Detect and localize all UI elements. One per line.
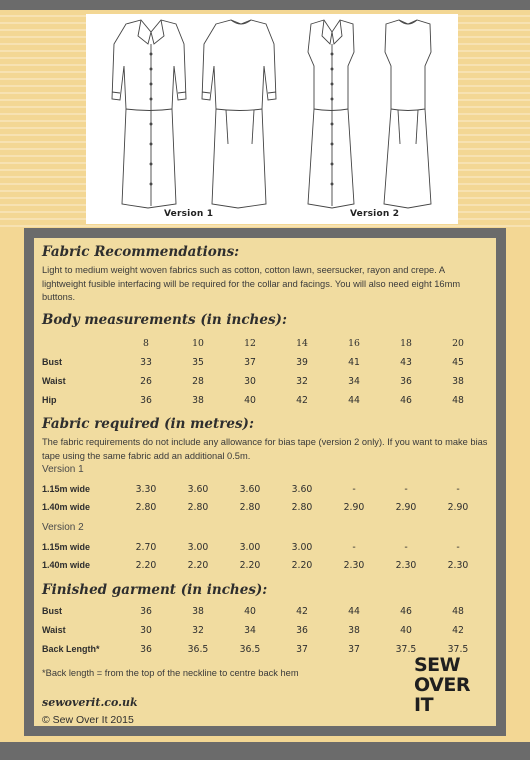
version-1-label: Version 1	[164, 209, 214, 219]
finished-waist-row	[34, 625, 496, 639]
table-cell: 37	[348, 644, 360, 655]
table-cell: -	[352, 484, 356, 495]
table-cell: -	[404, 542, 408, 553]
sew-over-it-logo	[414, 656, 470, 716]
table-cell: 30	[140, 625, 152, 636]
table-cell: 2.90	[395, 502, 417, 513]
fabric-recommendations-heading: Fabric Recommendations:	[42, 244, 240, 260]
table-cell: 37.5	[395, 644, 417, 655]
table-cell: 36	[400, 376, 412, 387]
table-cell: 3.00	[239, 542, 261, 553]
size-header: 10	[192, 338, 204, 349]
dress-v2-front-drawing	[308, 20, 354, 208]
table-cell: 36	[296, 625, 308, 636]
row-label: Waist	[42, 376, 66, 386]
v2-115-row	[34, 542, 496, 556]
row-label: Waist	[42, 625, 66, 635]
table-cell: 35	[192, 357, 204, 368]
table-cell: 2.90	[447, 502, 469, 513]
table-cell: 37.5	[447, 644, 469, 655]
table-cell: 3.60	[291, 484, 313, 495]
table-cell: 33	[140, 357, 152, 368]
table-cell: 41	[348, 357, 360, 368]
table-cell: 2.80	[239, 502, 261, 513]
fabric-required-heading: Fabric required (in metres):	[42, 416, 254, 432]
size-header: 12	[244, 338, 256, 349]
v1-115-row	[34, 484, 496, 498]
table-cell: 32	[192, 625, 204, 636]
table-cell: 40	[244, 395, 256, 406]
table-cell: 42	[452, 625, 464, 636]
table-cell: 32	[296, 376, 308, 387]
table-cell: 3.30	[135, 484, 157, 495]
logo-line: OVER	[414, 674, 470, 696]
body-bust-row	[34, 357, 496, 371]
finished-garment-heading: Finished garment (in inches):	[42, 582, 268, 598]
table-cell: 2.80	[187, 502, 209, 513]
table-cell: 2.30	[447, 560, 469, 571]
table-cell: 3.60	[239, 484, 261, 495]
table-cell: 26	[140, 376, 152, 387]
body-sizes-header-row	[34, 338, 496, 352]
table-cell: 34	[244, 625, 256, 636]
table-cell: 44	[348, 395, 360, 406]
table-cell: 3.60	[187, 484, 209, 495]
table-cell: 2.80	[291, 502, 313, 513]
row-label: 1.40m wide	[42, 502, 91, 512]
info-panel	[24, 228, 506, 736]
table-cell: 38	[452, 376, 464, 387]
table-cell: 2.20	[187, 560, 209, 571]
fabric-recommendations-text: Light to medium weight woven fabrics such as cotton, cotton lawn, seersucker, rayon and crepe. A lightweight fusible interfacing will be required for the collar and facings. You will also need eight 16mm buttons.	[42, 265, 461, 302]
size-header: 16	[348, 338, 360, 349]
row-label: Back Length*	[42, 644, 100, 654]
table-cell: 37	[244, 357, 256, 368]
v1-140-row	[34, 502, 496, 516]
version-2-subheading: Version 2	[42, 522, 84, 533]
fabric-required-text: The fabric requirements do not include any allowance for bias tape (version 2 only). If you want to make bias tape using the same fabric add an additional 0.5m.	[42, 437, 488, 461]
table-cell: 36.5	[239, 644, 261, 655]
body-hip-row	[34, 395, 496, 409]
top-border-band	[0, 0, 530, 10]
table-cell: 28	[192, 376, 204, 387]
dress-v1-front-drawing	[112, 20, 186, 208]
table-cell: -	[352, 542, 356, 553]
table-cell: 36.5	[187, 644, 209, 655]
table-cell: 46	[400, 395, 412, 406]
row-label: Hip	[42, 395, 57, 405]
body-waist-row	[34, 376, 496, 390]
table-cell: 30	[244, 376, 256, 387]
table-cell: 40	[400, 625, 412, 636]
table-cell: 45	[452, 357, 464, 368]
table-cell: 43	[400, 357, 412, 368]
size-header: 18	[400, 338, 412, 349]
row-label: 1.40m wide	[42, 560, 91, 570]
table-cell: 34	[348, 376, 360, 387]
table-cell: -	[456, 542, 460, 553]
version-2-label: Version 2	[350, 209, 400, 219]
table-cell: 39	[296, 357, 308, 368]
version-1-subheading: Version 1	[42, 464, 84, 475]
table-cell: 2.90	[343, 502, 365, 513]
body-measurements-heading: Body measurements (in inches):	[42, 312, 287, 328]
table-cell: 42	[296, 395, 308, 406]
table-cell: 38	[192, 606, 204, 617]
table-cell: 42	[296, 606, 308, 617]
size-header: 14	[296, 338, 308, 349]
table-cell: 36	[140, 395, 152, 406]
row-label: Bust	[42, 606, 62, 616]
table-cell: 48	[452, 395, 464, 406]
table-cell: 36	[140, 606, 152, 617]
size-header: 20	[452, 338, 464, 349]
table-cell: 36	[140, 644, 152, 655]
row-label: Bust	[42, 357, 62, 367]
table-cell: -	[404, 484, 408, 495]
finished-bust-row	[34, 606, 496, 620]
row-label: 1.15m wide	[42, 542, 91, 552]
table-cell: 38	[192, 395, 204, 406]
bottom-border-band	[0, 742, 530, 760]
logo-line: SEW	[414, 654, 461, 676]
table-cell: 44	[348, 606, 360, 617]
back-length-footnote: *Back length = from the top of the neckline to centre back hem	[42, 668, 299, 678]
table-cell: -	[456, 484, 460, 495]
logo-line: IT	[414, 694, 434, 716]
table-cell: 3.00	[291, 542, 313, 553]
table-cell: 2.30	[395, 560, 417, 571]
technical-drawing	[86, 14, 458, 224]
table-cell: 2.70	[135, 542, 157, 553]
table-cell: 2.80	[135, 502, 157, 513]
row-label: 1.15m wide	[42, 484, 91, 494]
table-cell: 37	[296, 644, 308, 655]
table-cell: 48	[452, 606, 464, 617]
table-cell: 2.20	[135, 560, 157, 571]
table-cell: 46	[400, 606, 412, 617]
dress-v2-back-drawing	[384, 20, 431, 208]
table-cell: 2.20	[239, 560, 261, 571]
table-cell: 2.30	[343, 560, 365, 571]
table-cell: 40	[244, 606, 256, 617]
website-link[interactable]: sewoverit.co.uk	[42, 696, 138, 709]
copyright-text: © Sew Over It 2015	[42, 714, 134, 726]
table-cell: 38	[348, 625, 360, 636]
table-cell: 3.00	[187, 542, 209, 553]
dress-v1-back-drawing	[202, 20, 276, 208]
table-cell: 2.20	[291, 560, 313, 571]
info-panel-content	[34, 238, 496, 726]
size-header: 8	[143, 338, 149, 349]
v2-140-row	[34, 560, 496, 574]
